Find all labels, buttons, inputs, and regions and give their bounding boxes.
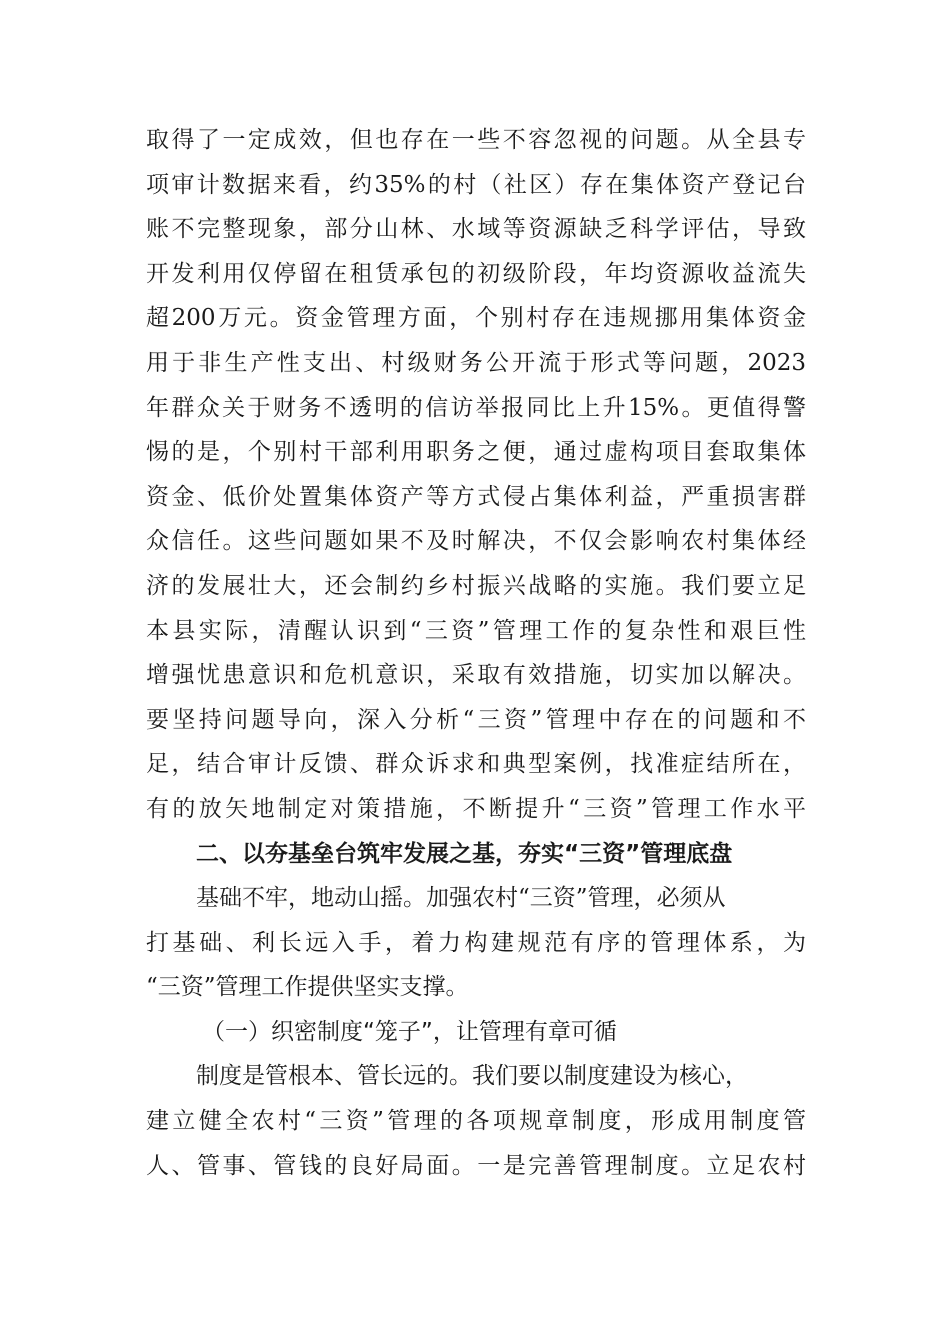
text-line: 用于非生产性支出、村级财务公开流于形式等问题，2023 (146, 349, 806, 376)
text-line: 账不完整现象，部分山林、水域等资源缺乏科学评估，导致 (146, 216, 806, 243)
text-line: 建立健全农村“三资”管理的各项规章制度，形成用制度管 (146, 1108, 806, 1135)
text-line: 有的放矢地制定对策措施，不断提升“三资”管理工作水平 (146, 795, 806, 822)
text-line: 众信任。这些问题如果不及时解决，不仅会影响农村集体经 (146, 528, 806, 555)
text-line: 年群众关于财务不透明的信访举报同比上升15%。更值得警 (146, 394, 806, 421)
section-heading-2: 二、以夯基垒台筑牢发展之基，夯实“三资”管理底盘 (196, 840, 733, 867)
text-line: 基础不牢，地动山摇。加强农村“三资”管理，必须从 (196, 885, 726, 912)
text-line: 项审计数据来看，约35%的村（社区）存在集体资产登记台 (146, 171, 806, 198)
text-line: “三资”管理工作提供坚实支撑。 (146, 974, 469, 1001)
document-page (146, 118, 806, 1188)
text-line: 超200万元。资金管理方面，个别村存在违规挪用集体资金 (146, 305, 806, 332)
text-line: 制度是管根本、管长远的。我们要以制度建设为核心， (196, 1063, 748, 1090)
paragraph-institutions (146, 1054, 806, 1188)
text-line: 打基础、利长远入手，着力构建规范有序的管理体系，为 (146, 929, 806, 956)
text-line: 济的发展壮大，还会制约乡村振兴战略的实施。我们要立足 (146, 572, 806, 599)
text-line: 取得了一定成效，但也存在一些不容忽视的问题。从全县专 (146, 127, 806, 153)
text-line: 增强忧患意识和危机意识，采取有效措施，切实加以解决。 (146, 662, 806, 689)
paragraph-problems (146, 118, 806, 832)
text-line: 人、管事、管钱的良好局面。一是完善管理制度。立足农村 (146, 1152, 806, 1179)
text-line: 足，结合审计反馈、群众诉求和典型案例，找准症结所在， (146, 751, 806, 778)
text-line: 资金、低价处置集体资产等方式侵占集体利益，严重损害群 (146, 483, 806, 510)
text-line: 惕的是，个别村干部利用职务之便，通过虚构项目套取集体 (146, 439, 806, 466)
text-line: 本县实际，清醒认识到“三资”管理工作的复杂性和艰巨性 (146, 617, 806, 644)
paragraph-foundation (146, 876, 806, 1010)
subsection-heading-1: （一）织密制度“笼子”，让管理有章可循 (202, 1018, 617, 1045)
text-line: 要坚持问题导向，深入分析“三资”管理中存在的问题和不 (146, 706, 806, 733)
text-line: 开发利用仅停留在租赁承包的初级阶段，年均资源收益流失 (146, 260, 806, 287)
